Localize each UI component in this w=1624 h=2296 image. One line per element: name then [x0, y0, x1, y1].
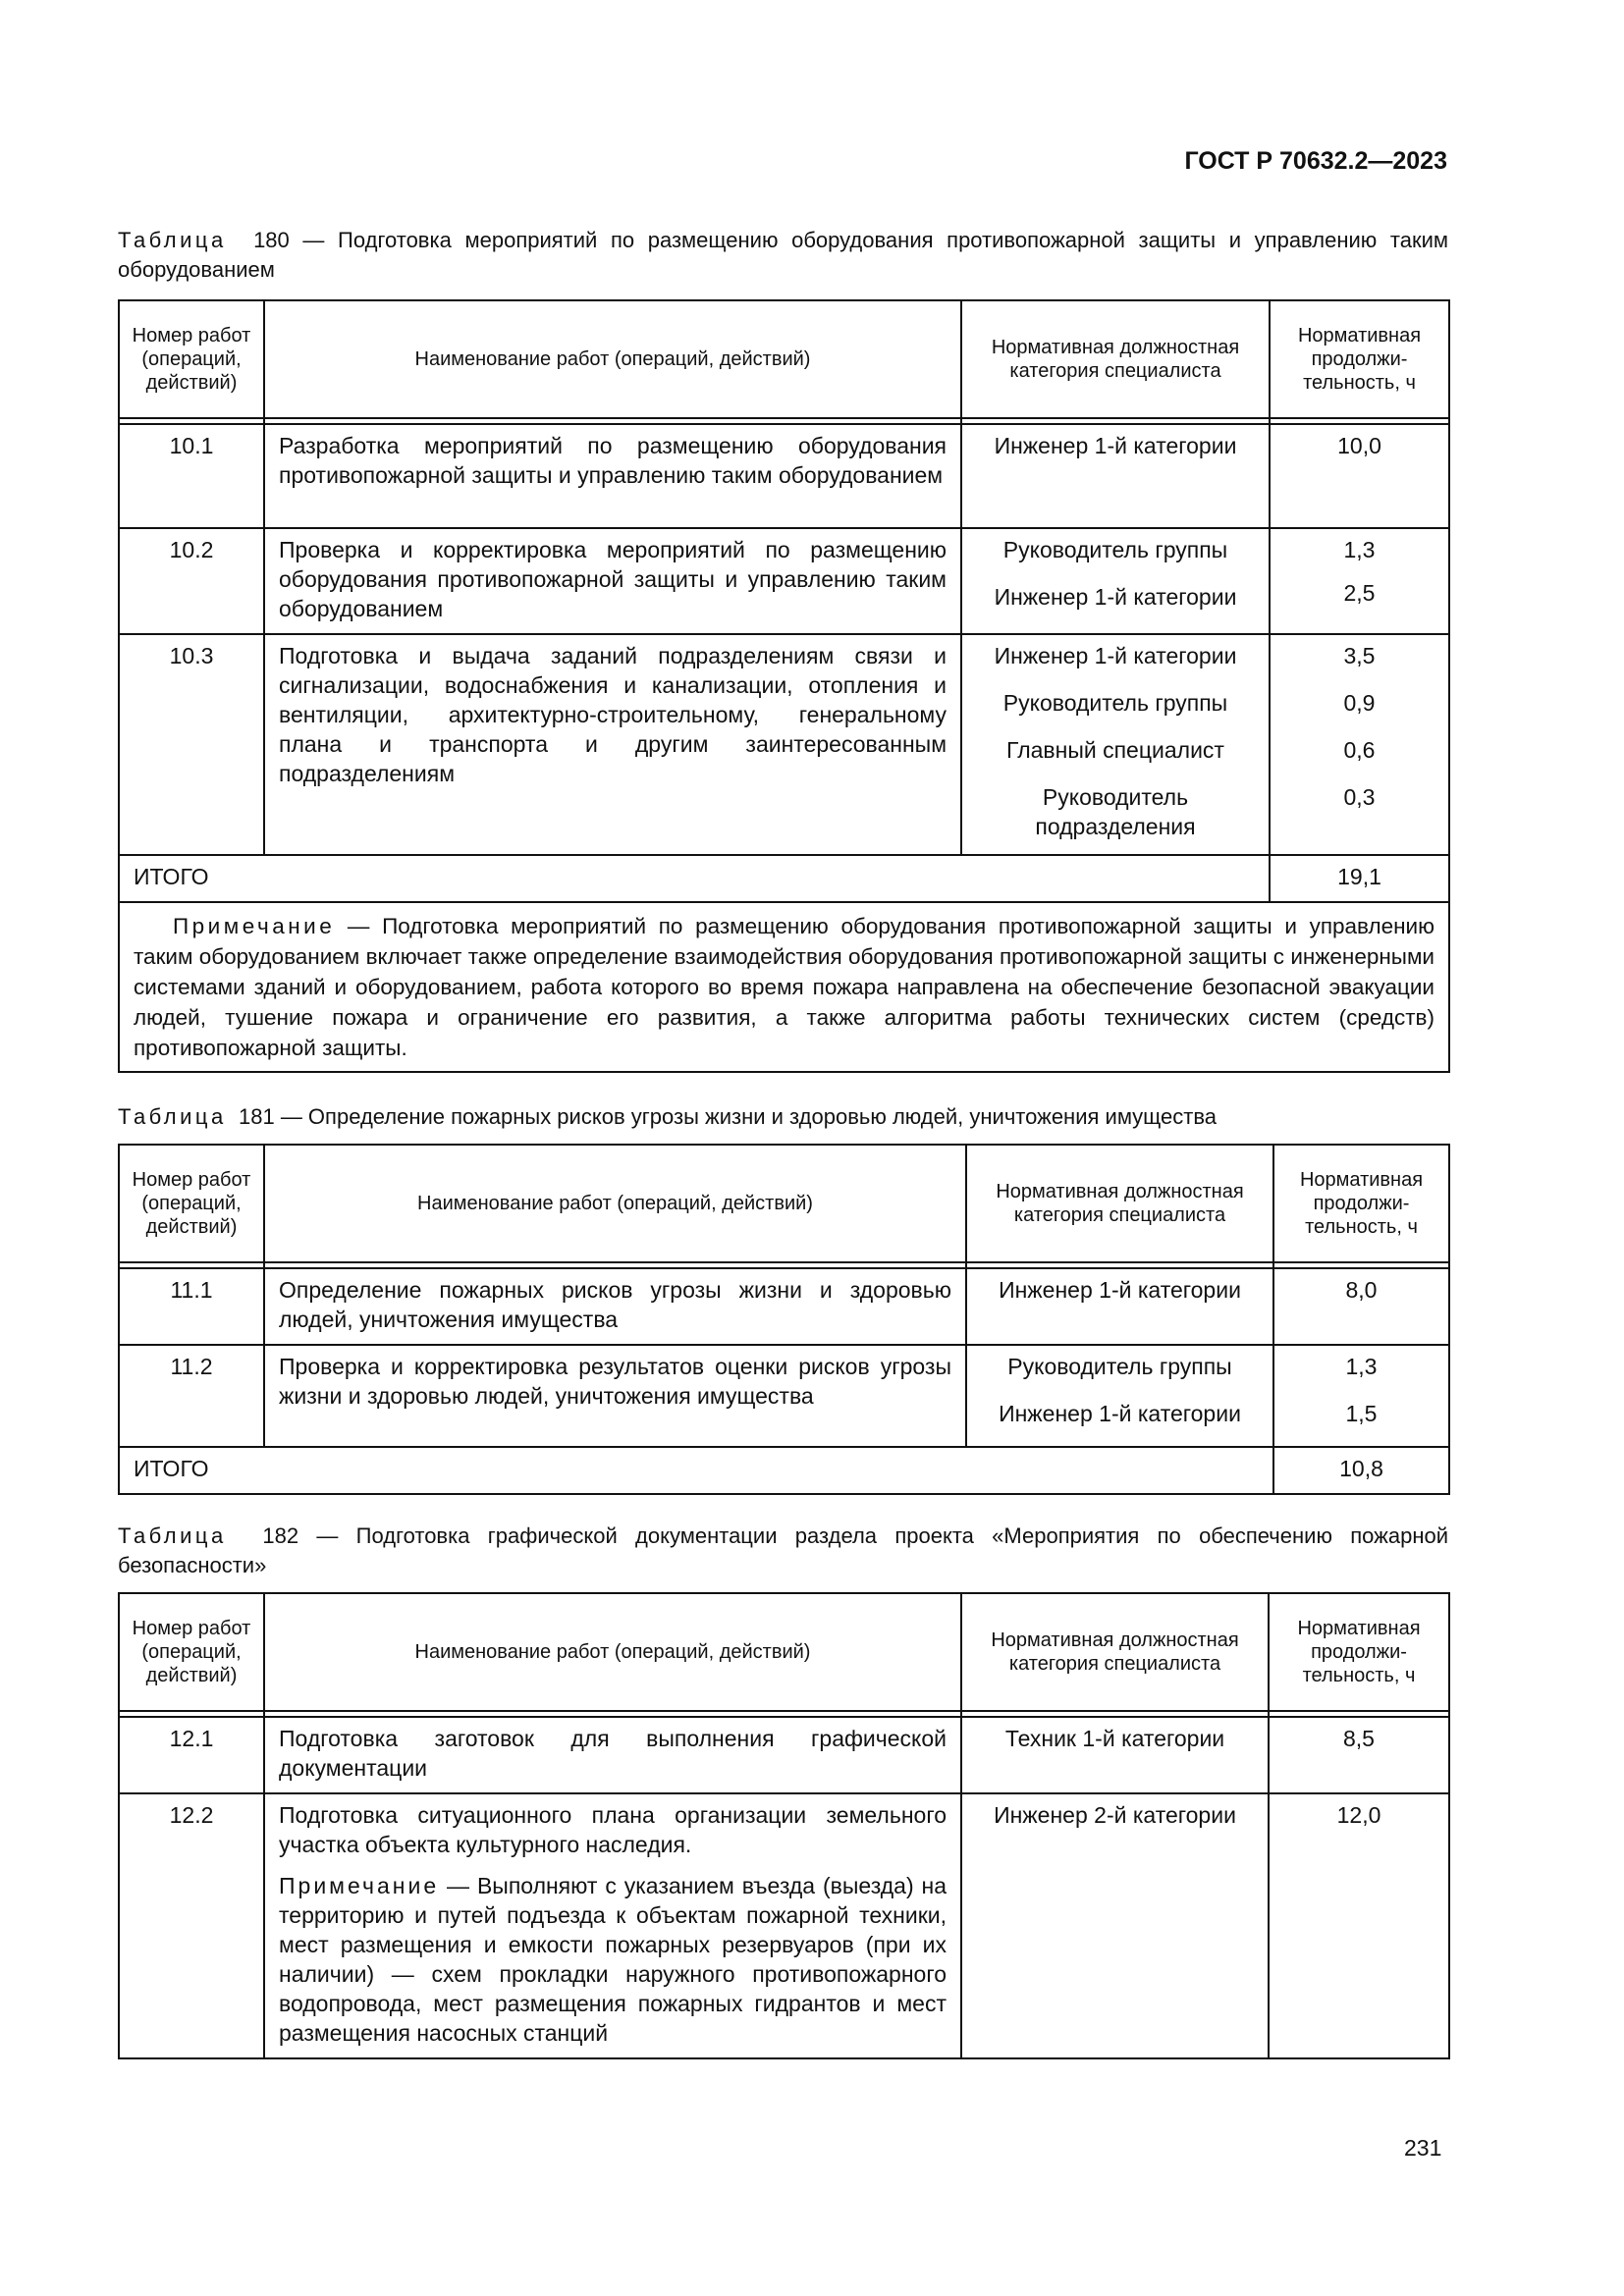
- total-row: [119, 855, 1449, 902]
- row-num: 10.1: [119, 424, 264, 528]
- table-182: [118, 1592, 1450, 2059]
- duration-value: 3,5: [1343, 643, 1376, 668]
- table-title: 182 — Подготовка графической документации раздела проекта «Мероприятия по обеспечению пожарной безопасности»: [118, 1523, 1449, 1577]
- row-name: [264, 1793, 961, 2058]
- table-title: 180 — Подготовка мероприятий по размещению оборудования противопожарной защиты и управлению таким оборудованием: [118, 228, 1448, 282]
- row-duration: [1270, 634, 1449, 855]
- duration-value: 1,5: [1345, 1401, 1378, 1426]
- note-label: Примечание: [279, 1873, 440, 1898]
- table-row: [119, 424, 1449, 528]
- row-category: [961, 1717, 1269, 1793]
- duration-value: 1,3: [1343, 537, 1376, 562]
- col-name-header: Наименование работ (операций, действий): [264, 1593, 961, 1711]
- row-name: Подготовка заготовок для выполнения графической документации: [264, 1717, 961, 1793]
- category-value: Главный специалист: [1006, 737, 1224, 763]
- total-label: ИТОГО: [119, 1447, 1273, 1494]
- total-label: ИТОГО: [119, 855, 1270, 902]
- duration-value: 0,6: [1343, 737, 1376, 763]
- col-name-header: Наименование работ (операций, действий): [264, 1145, 966, 1262]
- category-value: Инженер 1-й категории: [994, 433, 1237, 458]
- col-num-header: Номер работ (операций, действий): [119, 300, 264, 418]
- category-value: Руководитель группы: [1002, 537, 1228, 562]
- col-num-header: Номер работ (операций, действий): [119, 1593, 264, 1711]
- duration-value: 2,5: [1343, 580, 1376, 606]
- row-category: [961, 424, 1270, 528]
- row-name: Проверка и корректировка мероприятий по размещению оборудования противопожарной защиты и управлению таким оборудованием: [264, 528, 961, 634]
- row-num: 11.1: [119, 1268, 264, 1345]
- row-num: 10.3: [119, 634, 264, 855]
- category-value: Инженер 1-й категории: [994, 643, 1237, 668]
- row-name: Определение пожарных рисков угрозы жизни и здоровью людей, уничтожения имущества: [264, 1268, 966, 1345]
- row-name: Подготовка и выдача заданий подразделениям связи и сигнализации, водоснабжения и канализации, отопления и вентиляции, архитектурно-строительному, генеральному плана и транспорта и другим заинтересованным подразделениям: [264, 634, 961, 855]
- col-name-header: Наименование работ (операций, действий): [264, 300, 961, 418]
- table-title: 181 — Определение пожарных рисков угрозы жизни и здоровью людей, уничтожения имущества: [239, 1104, 1218, 1129]
- row-duration: [1269, 1717, 1449, 1793]
- col-category-header: Нормативная должностная категория специалиста: [961, 300, 1270, 418]
- note-text: — Выполняют с указанием въезда (выезда) на территорию и путей подъезда к объектам пожарной техники, мест размещения и емкости пожарных резервуаров (при их наличии) — схем прокладки наружного противопожарного водопровода, мест размещения пожарных гидрантов и мест размещения насосных станций: [279, 1873, 947, 2046]
- row-duration: [1269, 1793, 1449, 2058]
- standard-code: ГОСТ Р 70632.2—2023: [1184, 147, 1447, 175]
- page-number: 231: [1404, 2135, 1442, 2161]
- col-duration-header: Нормативная продолжи- тельность, ч: [1269, 1593, 1449, 1711]
- category-value: Техник 1-й категории: [1004, 1726, 1225, 1751]
- row-name: Проверка и корректировка результатов оценки рисков угрозы жизни и здоровью людей, уничтожения имущества: [264, 1345, 966, 1447]
- category-value: Руководитель группы: [1007, 1354, 1232, 1379]
- row-duration: [1270, 424, 1449, 528]
- category-value: Руководитель подразделения: [1035, 784, 1196, 839]
- row-category: [961, 528, 1270, 634]
- total-value: 19,1: [1270, 855, 1449, 902]
- col-category-header: Нормативная должностная категория специалиста: [961, 1593, 1269, 1711]
- category-value: Инженер 1-й категории: [999, 1277, 1241, 1303]
- row-category: [961, 634, 1270, 855]
- row-duration: [1273, 1345, 1449, 1447]
- duration-value: 0,3: [1343, 784, 1376, 810]
- col-duration-header: Нормативная продолжи- тельность, ч: [1270, 300, 1449, 418]
- row-num: 12.2: [119, 1793, 264, 2058]
- row-duration: [1273, 1268, 1449, 1345]
- category-value: Инженер 1-й категории: [994, 584, 1237, 610]
- duration-value: 8,5: [1343, 1726, 1375, 1751]
- table-row: [119, 1345, 1449, 1447]
- duration-value: 0,9: [1343, 690, 1376, 716]
- row-category: [966, 1345, 1273, 1447]
- category-value: Инженер 1-й категории: [999, 1401, 1241, 1426]
- col-duration-header: Нормативная продолжи- тельность, ч: [1273, 1145, 1449, 1262]
- note-row: [119, 902, 1449, 1072]
- row-category: [961, 1793, 1269, 2058]
- duration-value: 12,0: [1336, 1802, 1381, 1828]
- table-row: [119, 1717, 1449, 1793]
- table-label: Таблица: [118, 1523, 227, 1548]
- table-180: [118, 299, 1450, 1073]
- note-label: Примечание: [173, 914, 336, 938]
- table-181: [118, 1144, 1450, 1495]
- category-value: Руководитель группы: [1002, 690, 1228, 716]
- category-value: Инженер 2-й категории: [994, 1802, 1236, 1828]
- table-180-caption: [118, 226, 1448, 285]
- table-row: [119, 1793, 1449, 2058]
- duration-value: 1,3: [1345, 1354, 1378, 1379]
- total-value: 10,8: [1273, 1447, 1449, 1494]
- col-category-header: Нормативная должностная категория специалиста: [966, 1145, 1273, 1262]
- table-label: Таблица: [118, 228, 227, 252]
- table-label: Таблица: [118, 1104, 227, 1129]
- row-num: 12.1: [119, 1717, 264, 1793]
- row-name: Разработка мероприятий по размещению оборудования противопожарной защиты и управлению таким оборудованием: [264, 424, 961, 528]
- col-num-header: Номер работ (операций, действий): [119, 1145, 264, 1262]
- table-row: [119, 528, 1449, 634]
- duration-value: 10,0: [1337, 433, 1381, 458]
- total-row: [119, 1447, 1449, 1494]
- table-row: [119, 634, 1449, 855]
- duration-value: 8,0: [1345, 1277, 1378, 1303]
- note-text: — Подготовка мероприятий по размещению оборудования противопожарной защиты и управлению таким оборудованием включает также определение взаимодействия оборудования противопожарной защиты с инженерными системами зданий и оборудованием, работа которого во время пожара направлена на обеспечение безопасной эвакуации людей, тушение пожара и ограничение его развития, а также алгоритма работы технических систем (средств) противопожарной защиты.: [134, 914, 1435, 1060]
- row-name-text: Подготовка ситуационного плана организации земельного участка объекта культурного наследия.: [279, 1802, 947, 1857]
- row-note: [279, 1871, 947, 2048]
- table-182-caption: [118, 1522, 1448, 1580]
- row-category: [966, 1268, 1273, 1345]
- table-181-caption: [118, 1102, 1448, 1132]
- table-row: [119, 1268, 1449, 1345]
- row-duration: [1270, 528, 1449, 634]
- row-num: 11.2: [119, 1345, 264, 1447]
- row-num: 10.2: [119, 528, 264, 634]
- table-note: [119, 902, 1449, 1072]
